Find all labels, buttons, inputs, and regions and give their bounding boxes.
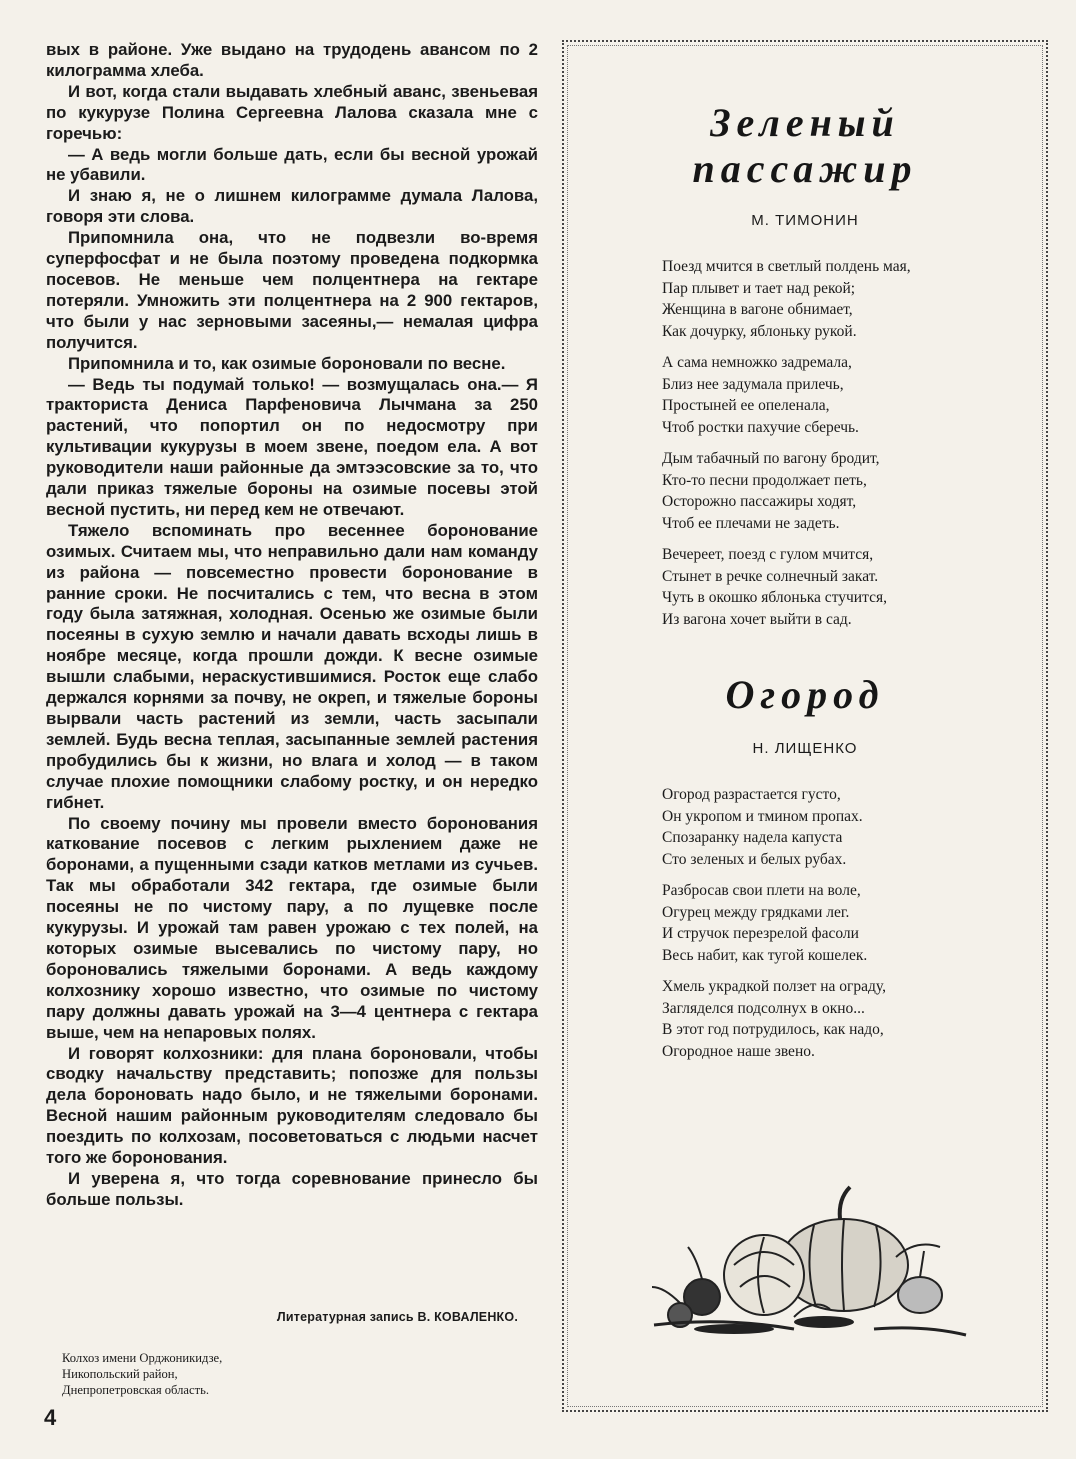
article-paragraph: По своему почину мы провели вместо боронования каткование посевов с легким рыхлением даже не боронами, а пущенными сзади катков метлами из сучьев. Так мы обработали 342 гектара, где озимые были посеяны не по чистому пару, а по лущевке после кукурузы. И урожай там равен урожаю с тех полей, на которых озимые высевались по чистому пару, но бороновались тяжелыми боронами. А ведь каждому колхознику хорошо известно, что озимые по чистому пару должны давать урожай на 3—4 центнера с гектара выше, чем на непаровых полях.: [46, 813, 538, 1042]
poem-frame: [562, 40, 1048, 1412]
signature-line: [46, 1310, 518, 1324]
article-paragraph: Тяжело вспоминать про весеннее боронование озимых. Считаем мы, что неправильно дали нам команду из района — повсеместно провести боронование в ранние сроки. Не посчитались с тем, что весна в этом году была затяжная, холодная. Осенью же озимые были посеяны в сухую землю и начали давать всходы лишь в ноябре месяце, когда прошли дожди. К весне озимые вышли слабыми, нераскустившимися. Росток еще слабо держался корнями за почву, не окреп, и тяжелые бороны вырвали часть растений из земли, часть засыпали землей. Будь весна теплая, засыпанные землей растения пробудились бы к жизни, но влага и холод — в таком случае плохие помощники слабому ростку, и он нередко гибнет.: [46, 520, 538, 812]
poem-line: Поезд мчится в светлый полдень мая,: [662, 258, 911, 275]
poem-line: Вечереет, поезд с гулом мчится,: [662, 546, 874, 563]
location-block: [62, 1350, 322, 1398]
poem2-stanza: [662, 880, 1042, 966]
article-body: [46, 40, 538, 1211]
poem-line: Хмель украдкой ползет на ограду,: [662, 978, 886, 995]
poem-line: Загляделся подсолнух в окно...: [662, 999, 865, 1017]
article-paragraph: Припомнила она, что не подвезли во-время суперфосфат и не была поэтому проведена подкормка посевов. Не меньше чем полцентнера на гектаре потеряли. Умножить эти полцентнера на 2 900 гектаров, что были у нас зерновыми засеяны,— немалая цифра получится.: [46, 228, 538, 352]
poem-line: Сто зеленых и белых рубах.: [662, 850, 847, 868]
article-paragraph: И вот, когда стали выдавать хлебный аванс, звеньевая по кукурузе Полина Сергеевна Лалова сказала мне с горечью:: [46, 81, 538, 143]
poem-line: Кто-то песни продолжает петь,: [662, 471, 867, 489]
article-paragraph: И говорят колхозники: для плана бороновали, чтобы сводку начальству представить; попозже для пользы дела бороновать надо было, и не тяжелыми боронами. Весной нашим районным руководителям следовало бы поездить по колхозам, посоветоваться с людьми насчет того же боронования.: [46, 1043, 538, 1168]
poem2-title: Огород: [725, 672, 885, 717]
location-line: Никопольский район,: [62, 1367, 178, 1381]
poem1-stanza: [662, 544, 1042, 630]
page-number: 4: [44, 1405, 57, 1430]
signature-name: В. КОВАЛЕНКО.: [417, 1310, 518, 1324]
poem-line: Чуть в окошко яблонька стучится,: [662, 589, 887, 606]
location-line: Колхоз имени Орджоникидзе,: [62, 1351, 223, 1365]
article-paragraph: вых в районе. Уже выдано на трудодень авансом по 2 килограмма хлеба.: [46, 40, 538, 80]
poem1-stanza: [662, 256, 1042, 342]
poem-line: Огород разрастается густо,: [662, 786, 841, 803]
poem-line: Простыней ее опеленала,: [662, 397, 830, 414]
poem-line: В этот год потрудилось, как надо,: [662, 1021, 884, 1038]
poem-line: Стынет в речке солнечный закат.: [662, 567, 879, 585]
poem-line: И стручок перезрелой фасоли: [662, 925, 859, 942]
poem-line: Как дочурку, яблоньку рукой.: [662, 322, 857, 340]
poem-line: Дым табачный по вагону бродит,: [662, 450, 880, 467]
article-paragraph: И уверена я, что тогда соревнование принесло бы больше пользы.: [46, 1168, 538, 1209]
poem1-stanza: [662, 352, 1042, 438]
poem-line: Из вагона хочет выйти в сад.: [662, 610, 852, 628]
poem-line: Чтоб ростки пахучие сберечь.: [662, 418, 859, 436]
article-paragraph: — А ведь могли больше дать, если бы весной урожай не убавили.: [46, 144, 538, 185]
poem-line: Близ нее задумала прилечь,: [662, 375, 844, 393]
vegetables-illustration: [644, 1147, 974, 1347]
poem-line: Чтоб ее плечами не задеть.: [662, 514, 840, 532]
poem1-stanza: [662, 448, 1042, 534]
poem1-title-line2: пассажир: [692, 146, 918, 191]
article-paragraph: Припомнила и то, как озимые бороновали по весне.: [68, 353, 506, 373]
poem-line: Осторожно пассажиры ходят,: [662, 493, 857, 510]
poem2-stanza: [662, 976, 1042, 1062]
poem-line: Пар плывет и тает над рекой;: [662, 279, 856, 297]
poem-line: Огурец между грядками лег.: [662, 903, 850, 921]
article-paragraph: — Ведь ты подумай только! — возмущалась она.— Я тракториста Дениса Парфеновича Лычмана за 250 растений, что попортил он по недосмотру при культивации кукурузы в моем звене, поедом ела. А вот руководители наши районные да эмтээсовские за то, что дали приказ тяжелые бороны на озимые посевы этой весной пустить, ни перед кем не отвечают.: [46, 374, 538, 519]
poem-line: Спозаранку надела капуста: [662, 829, 843, 846]
location-line: Днепропетровская область.: [62, 1383, 210, 1397]
poem2-author: Н. ЛИЩЕНКО: [752, 740, 858, 757]
article-paragraph: И знаю я, не о лишнем килограмме думала Лалова, говоря эти слова.: [46, 186, 538, 227]
poem1-title-line1: Зеленый: [710, 100, 900, 145]
poem-line: А сама немножко задремала,: [662, 354, 852, 371]
signature-label: Литературная запись: [276, 1310, 414, 1324]
poem1-author: М. ТИМОНИН: [751, 212, 859, 229]
poem-line: Разбросав свои плети на воле,: [662, 882, 861, 899]
poem-line: Он укропом и тмином пропах.: [662, 807, 863, 825]
poem-line: Огородное наше звено.: [662, 1042, 815, 1060]
poem-line: Женщина в вагоне обнимает,: [662, 301, 853, 318]
poem2-stanza: [662, 784, 1042, 870]
poem-line: Весь набит, как тугой кошелек.: [662, 946, 868, 964]
